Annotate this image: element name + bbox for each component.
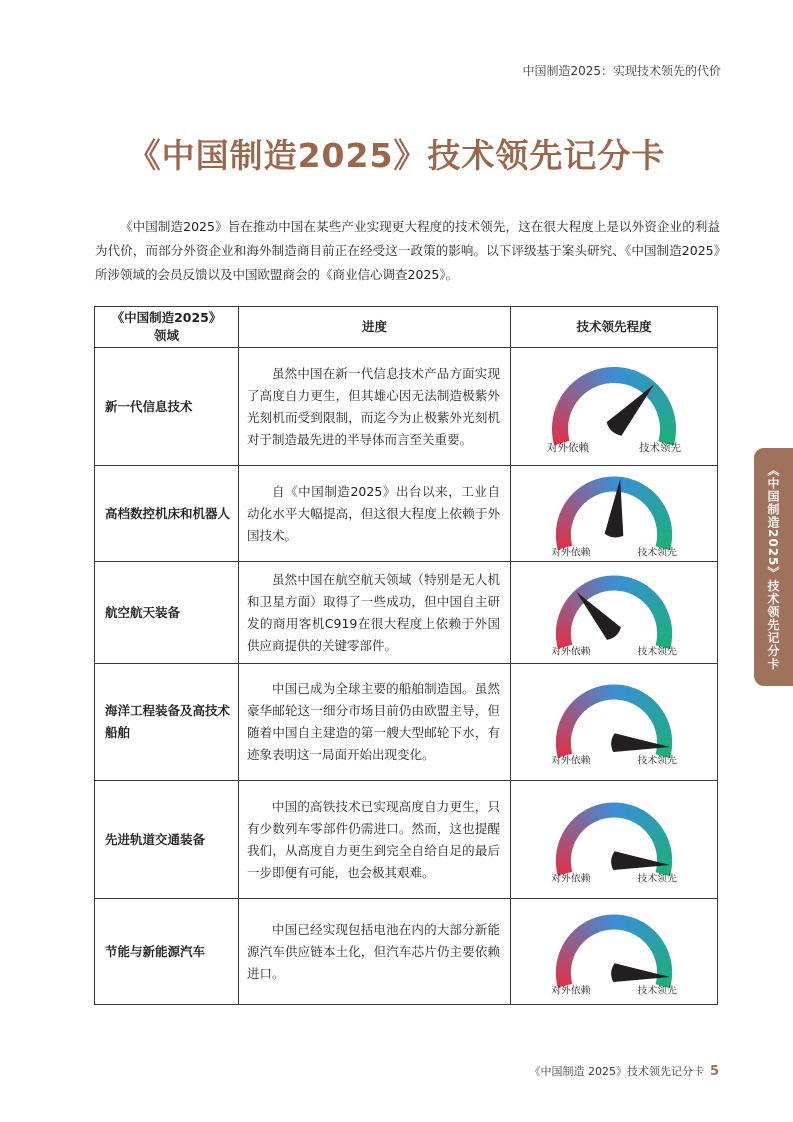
lead-gauge: [539, 568, 689, 658]
lead-gauge: [539, 907, 689, 997]
gauge-label-left: 对外依赖: [551, 872, 591, 884]
page-number: 5: [709, 1064, 719, 1079]
running-header: 中国制造2025：实现技术领先的代价: [522, 64, 721, 78]
row-domain: 海洋工程装备及高技术船舶: [95, 664, 239, 781]
header-domain: [95, 307, 239, 348]
gauge-label-left: 对外依赖: [551, 755, 591, 767]
gauge-label-left: 对外依赖: [547, 441, 589, 454]
table-header-row: [95, 307, 718, 348]
page-footer: [529, 1063, 719, 1079]
gauge-label-right: 技术领先: [639, 441, 681, 454]
gauge-cell: [511, 781, 718, 899]
gauge-needle: [607, 384, 655, 435]
row-progress: 中国的高铁技术已实现高度自力更生，只有少数列车零部件仍需进口。然而，这也提醒我们，从高度自力更生到完全自给自足的最后一步即便有可能，也会极其艰难。: [239, 781, 511, 899]
table-row: [95, 664, 718, 781]
gauge-label-right: 技术领先: [637, 546, 677, 558]
scorecard-table: [94, 306, 718, 1005]
row-progress: 自《中国制造2025》出台以来，工业自动化水平大幅提高，但这很大程度上依赖于外国技术。: [239, 466, 511, 562]
header-progress: 进度: [239, 307, 511, 348]
gauge-label-right: 技术领先: [637, 984, 677, 996]
intro-paragraph: 《中国制造2025》旨在推动中国在某些产业实现更大程度的技术领先，这在很大程度上是以外资企业的利益为代价，而部分外资企业和海外制造商目前正在经受这一政策的影响。以下评级基于案头研究、《中国制造2025》所涉领域的会员反馈以及中国欧盟商会的《商业信心调查2025》。: [95, 219, 720, 282]
row-domain: 先进轨道交通装备: [95, 781, 239, 899]
gauge-needle: [576, 591, 621, 639]
table-row: [95, 466, 718, 562]
gauge-label-left: 对外依赖: [551, 984, 591, 996]
row-domain: 新一代信息技术: [95, 348, 239, 466]
gauge-label-left: 对外依赖: [551, 546, 591, 558]
gauge-cell: [511, 899, 718, 1005]
gauge-label-right: 技术领先: [637, 645, 677, 657]
table-row: [95, 781, 718, 899]
header-lead: 技术领先程度: [511, 307, 718, 348]
table-row: [95, 348, 718, 466]
page-title: 《中国制造2025》技术领先记分卡: [127, 136, 666, 175]
row-progress: 中国已成为全球主要的船舶制造国。虽然豪华邮轮这一细分市场目前仍由欧盟主导，但随着中国自主建造的第一艘大型邮轮下水，有迹象表明这一局面开始出现变化。: [239, 664, 511, 781]
table-row: [95, 562, 718, 664]
side-tab-label: 《中国制造2025》技术领先记分卡: [766, 463, 780, 671]
row-progress: 虽然中国在新一代信息技术产品方面实现了高度自力更生，但其雄心因无法制造极紫外光刻机而受到限制，而迄今为止极紫外光刻机对于制造最先进的半导体而言至关重要。: [239, 348, 511, 466]
gauge-cell: [511, 664, 718, 781]
row-domain: 航空航天装备: [95, 562, 239, 664]
gauge-label-right: 技术领先: [637, 755, 677, 767]
gauge-label-right: 技术领先: [637, 872, 677, 884]
lead-gauge: [539, 359, 689, 455]
row-progress: 中国已经实现包括电池在内的大部分新能源汽车供应链本土化，但汽车芯片仍主要依赖进口。: [239, 899, 511, 1005]
gauge-cell: [511, 348, 718, 466]
row-domain: 节能与新能源汽车: [95, 899, 239, 1005]
gauge-label-left: 对外依赖: [551, 645, 591, 657]
row-domain: 高档数控机床和机器人: [95, 466, 239, 562]
row-progress: 虽然中国在航空航天领域（特别是无人机和卫星方面）取得了一些成功，但中国自主研发的商用客机C919在很大程度上依赖于外国供应商提供的关键零部件。: [239, 562, 511, 664]
table-row: [95, 899, 718, 1005]
gauge-cell: [511, 562, 718, 664]
lead-gauge: [539, 469, 689, 559]
gauge-cell: [511, 466, 718, 562]
chapter-side-tab: [754, 448, 793, 686]
header-domain-line2: 领域: [153, 328, 179, 343]
header-domain-line1: 《中国制造2025》: [111, 310, 222, 325]
lead-gauge: [539, 677, 689, 767]
footer-label: 《中国制造 2025》技术领先记分卡: [529, 1065, 704, 1078]
lead-gauge: [539, 795, 689, 885]
